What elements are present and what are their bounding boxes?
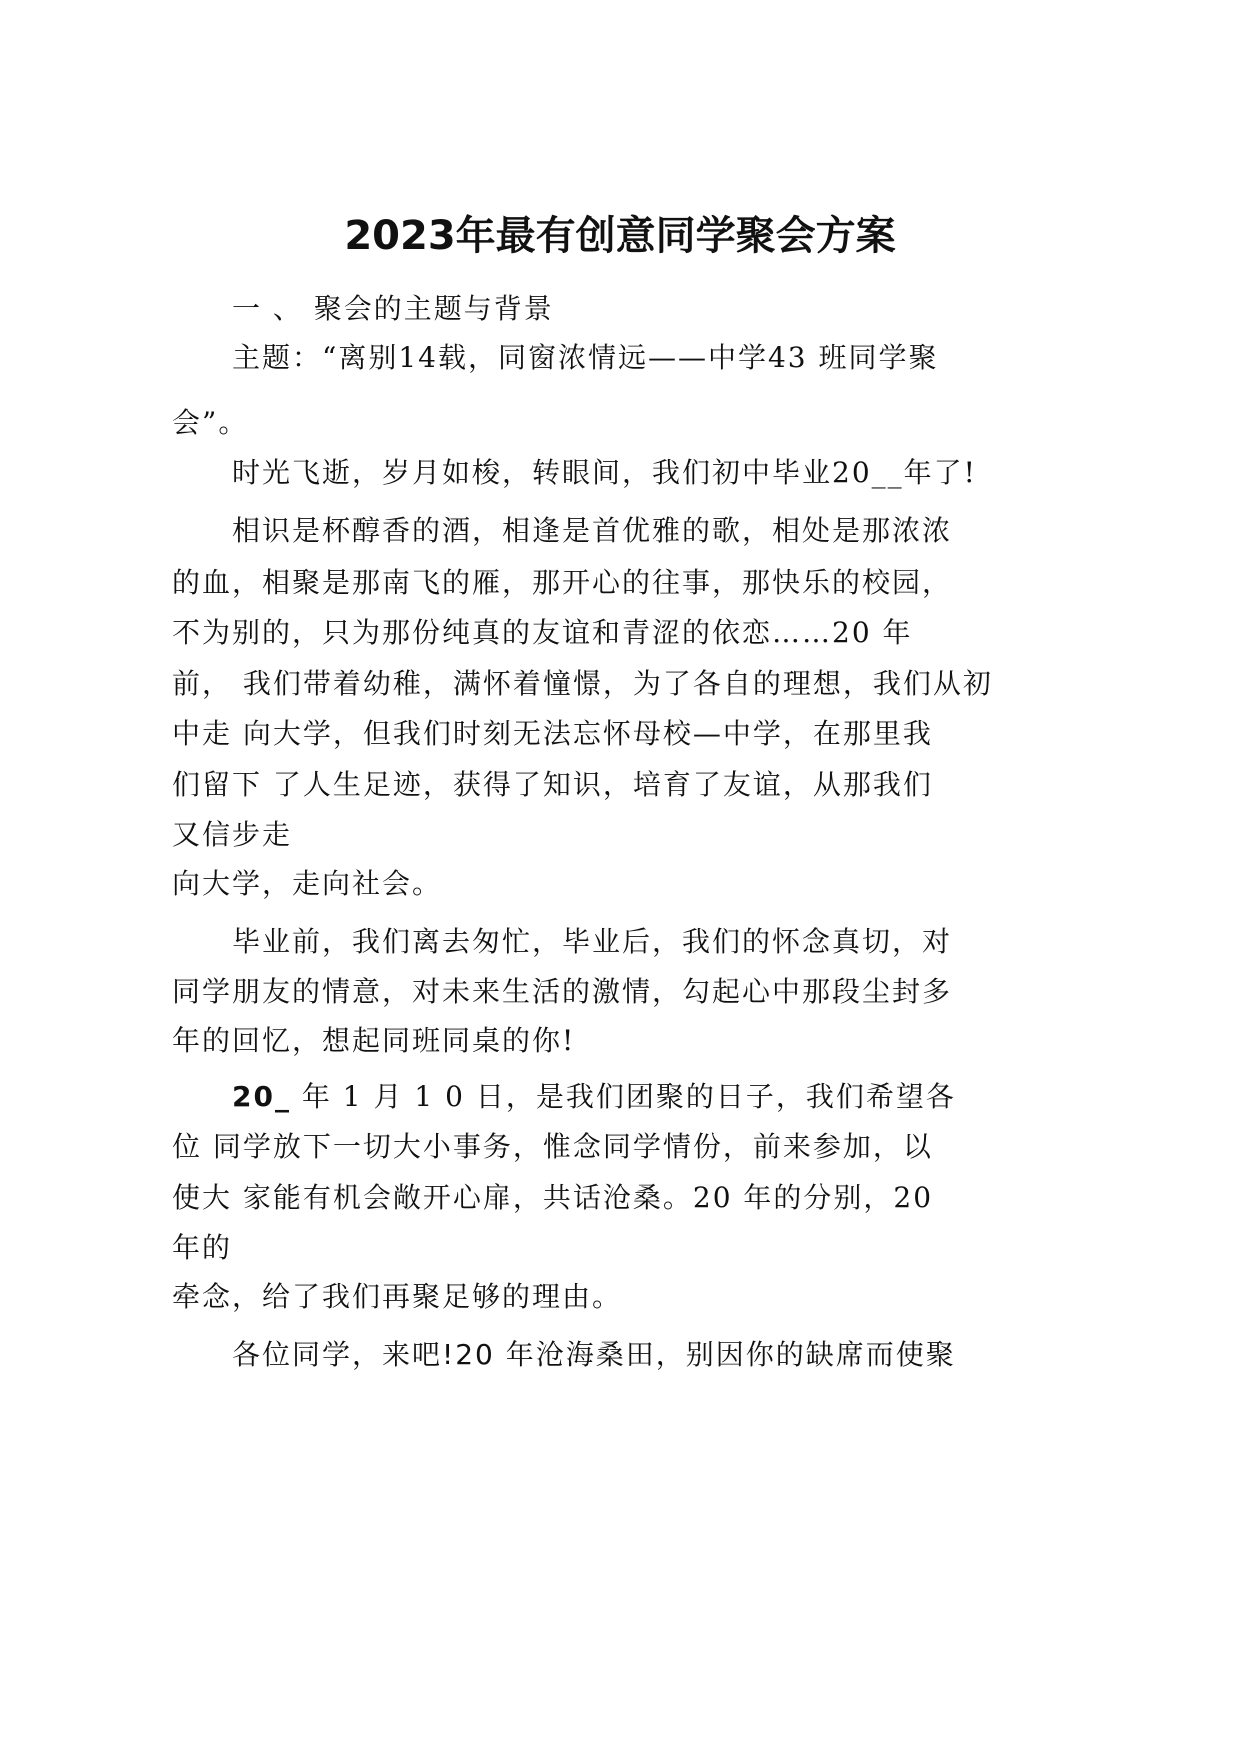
paragraph-line <box>232 1077 956 1117</box>
paragraph-line <box>232 1335 956 1375</box>
paragraph-line: 中走 向大学，但我们时刻无法忘怀母校—中学，在那里我 <box>172 717 933 750</box>
paragraph-line: 使大 家能有机会敞开心扉，共话沧桑。20 年的分别，20 <box>172 1181 934 1214</box>
closing-line-rest: 年沧海桑田，别因你的缺席而使聚 <box>494 1338 956 1371</box>
paragraph-line: 向大学，走向社会。 <box>172 867 443 900</box>
paragraph-line: 年的 <box>172 1231 233 1264</box>
closing-line-start: 各位同学，来吧!20 <box>232 1338 495 1371</box>
section-heading: 一 、 聚会的主题与背景 <box>232 292 554 325</box>
paragraph-line: 毕业前，我们离去匆忙，毕业后，我们的怀念真切，对 <box>232 925 953 958</box>
paragraph-line: 同学朋友的情意，对未来生活的激情，勾起心中那段尘封多 <box>172 975 953 1008</box>
paragraph-line: 牵念，给了我们再聚足够的理由。 <box>172 1280 623 1313</box>
paragraph-line: 不为别的，只为那份纯真的友谊和青涩的依恋……20 年 <box>172 616 913 649</box>
paragraph-line: 会”。 <box>172 406 249 439</box>
paragraph-line: 前， 我们带着幼稚，满怀着憧憬，为了各自的理想，我们从初 <box>172 667 993 700</box>
paragraph-line: 们留下 了人生足迹，获得了知识，培育了友谊，从那我们 <box>172 768 933 801</box>
paragraph-line: 主题：“离别14载，同窗浓情远——中学43 班同学聚 <box>232 341 939 374</box>
date-line-text: 年 1 月 1 0 日，是我们团聚的日子，我们希望各 <box>301 1080 956 1113</box>
document-title: 2023年最有创意同学聚会方案 <box>344 213 896 259</box>
paragraph-line: 的血，相聚是那南飞的雁，那开心的往事，那快乐的校园， <box>172 566 953 599</box>
paragraph-line: 又信步走 <box>172 818 293 851</box>
paragraph-line: 位 同学放下一切大小事务，惟念同学情份，前来参加，以 <box>172 1130 933 1163</box>
paragraph-line: 年的回忆，想起同班同桌的你! <box>172 1024 576 1057</box>
paragraph-line: 时光飞逝，岁月如梭，转眼间，我们初中毕业20__年了! <box>232 456 977 489</box>
paragraph-line: 相识是杯醇香的酒，相逢是首优雅的歌，相处是那浓浓 <box>232 514 953 547</box>
date-year-prefix: 20_ <box>232 1080 291 1113</box>
